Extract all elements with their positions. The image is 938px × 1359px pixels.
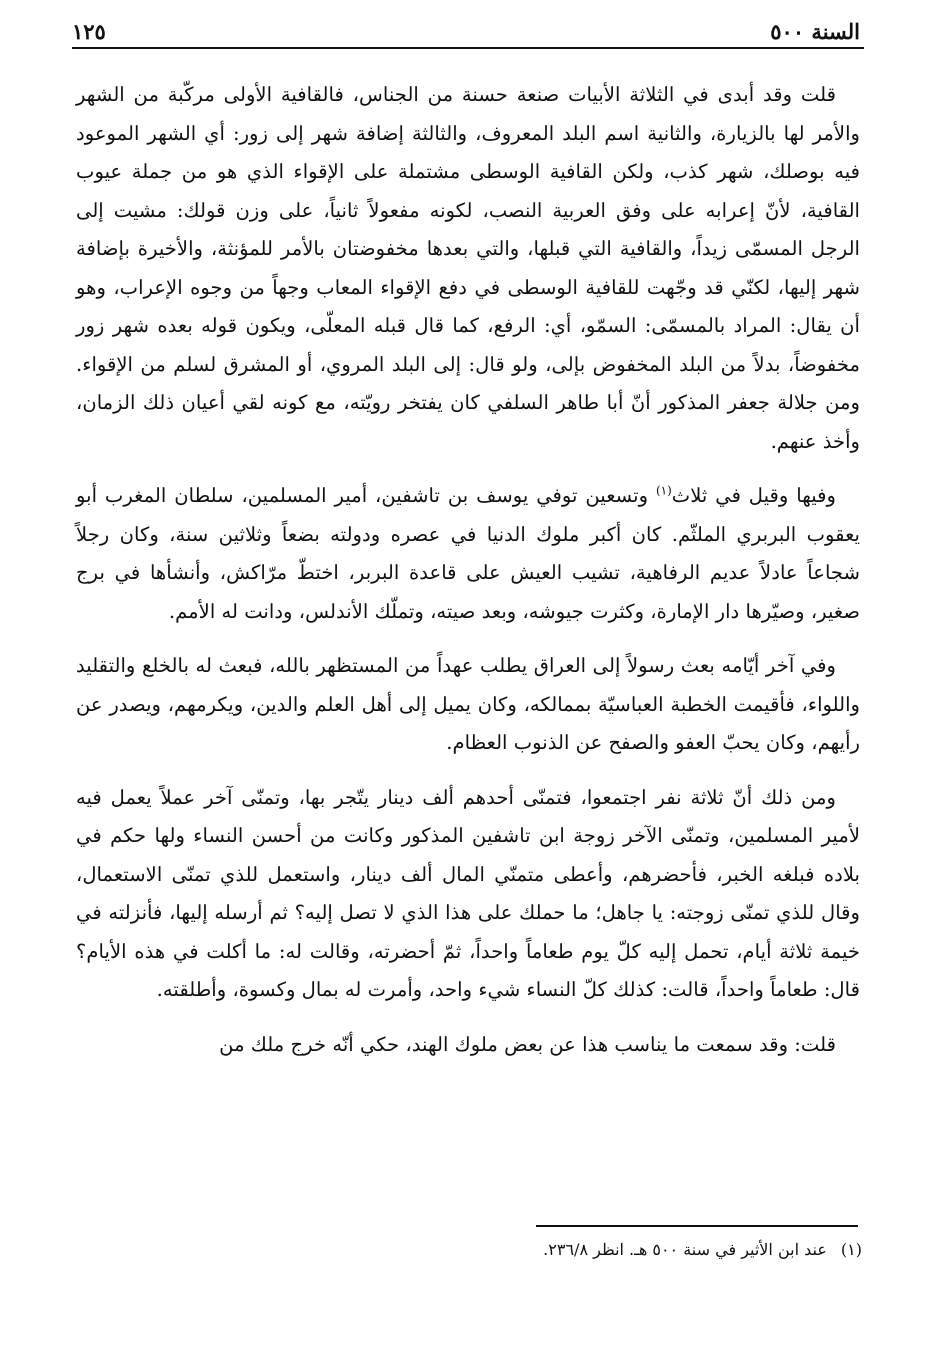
paragraph-2-start: وفيها وقيل في ثلاث (671, 484, 837, 507)
paragraph-1: قلت وقد أبدى في الثلاثة الأبيات صنعة حسنة من الجناس، فالقافية الأولى مركّبة من الشهر والأمر لها بالزيارة، والثانية اسم البلد المعروف، والثالثة إضافة شهر إلى زور: أي الشهر الموعود فيه بوصلك، شهر كذب، ولكن القافية الوسطى مشتملة على الإقواء الذي هو من جملة عيوب القافية، لأنّ إعرابه على وفق العربية النصب، لكونه مفعولاً ثانياً، على وزن قولك: مشيت إلى الرجل المسمّى زيداً، والقافية التي قبلها، والتي بعدها مخفوضتان بالأمر للمؤنثة، والأخيرة بإضافة شهر إليها، لكنّي قد وجّهت للقافية الوسطى في دفع الإقواء المعاب وجهاً من وجوه الإعراب، وهو أن يقال: المراد بالمسمّى: السمّو، أي: الرفع، كما قال قبله المعلّى، ويكون قوله بعده شهر زور مخفوضاً، بدلاً من البلد المخفوض بإلى، ولو قال: إلى البلد المروي، أو المشرق لسلم من الإقواء. ومن جلالة جعفر المذكور أنّ أبا طاهر السلفي كان يفتخر رويّته، مع كونه لقي أعيان ذلك الزمان، وأخذ عنهم. (76, 83, 860, 453)
paragraph-2-rest: وتسعين توفي يوسف بن تاشفين، أمير المسلمين، سلطان المغرب أبو يعقوب البربري الملثّم. كان أكبر ملوك الدنيا في عصره ودولته بضعاً وثلاثين سنة، وكان رجلاً شجاعاً عادلاً عديم الرفاهية، تشيب العيش على قاعدة البربر، اختطّ مرّاكش، وأنشأها في برج صغير، وصيّرها دار الإمارة، وكثرت جيوشه، وبعد صيته، وتملّك الأندلس، ودانت له الأمم. (76, 484, 860, 623)
paragraph-3: وفي آخر أيّامه بعث رسولاً إلى العراق يطلب عهداً من المستظهر بالله، فبعث له بالخلع والتقليد واللواء، فأقيمت الخطبة العباسيّة بممالكه، وكان يميل إلى أهل العلم والدين، ويكرمهم، ويصدر عن رأيهم، وكان يحبّ العفو والصفح عن الذنوب العظام. (76, 654, 860, 754)
footnote-text: عند ابن الأثير في سنة ٥٠٠ هـ. انظر ٢٣٦/٨. (543, 1240, 827, 1259)
running-title: السنة ٥٠٠ (770, 19, 860, 44)
page-number: ١٢٥ (72, 19, 106, 44)
paragraph-2 (76, 477, 860, 631)
footnote (76, 1238, 862, 1262)
footnote-number: (١) (840, 1240, 862, 1259)
header-rule (72, 47, 864, 49)
main-text (76, 76, 860, 1064)
footnote-rule (536, 1225, 858, 1227)
footnote-reference: (١) (655, 483, 672, 498)
paragraph-4: ومن ذلك أنّ ثلاثة نفر اجتمعوا، فتمنّى أحدهم ألف دينار يتّجر بها، وتمنّى آخر عملاً يعمل فيه لأمير المسلمين، وتمنّى الآخر زوجة ابن تاشفين المذكور وكانت من أحسن النساء ولها حكم في بلاده فبلغه الخبر، فأحضرهم، وأعطى متمنّي المال ألف دينار، واستعمل للذي تمنّى الاستعمال، وقال للذي تمنّى زوجته: يا جاهل؛ ما حملك على هذا الذي لا تصل إليه؟ ثم أرسله إليها، فأنزلته في خيمة ثلاثة أيام، تحمل إليه كلّ يوم طعاماً واحداً، ثمّ أحضرته، وقالت له: ما أكلت في هذه الأيام؟ قال: طعاماً واحداً، قالت: كذلك كلّ النساء شيء واحد، وأمرت له بمال وكسوة، وأطلقته. (76, 785, 860, 1001)
page-header (72, 10, 860, 44)
paragraph-5: قلت: وقد سمعت ما يناسب هذا عن بعض ملوك الهند، حكي أنّه خرج ملك من (219, 1032, 836, 1056)
